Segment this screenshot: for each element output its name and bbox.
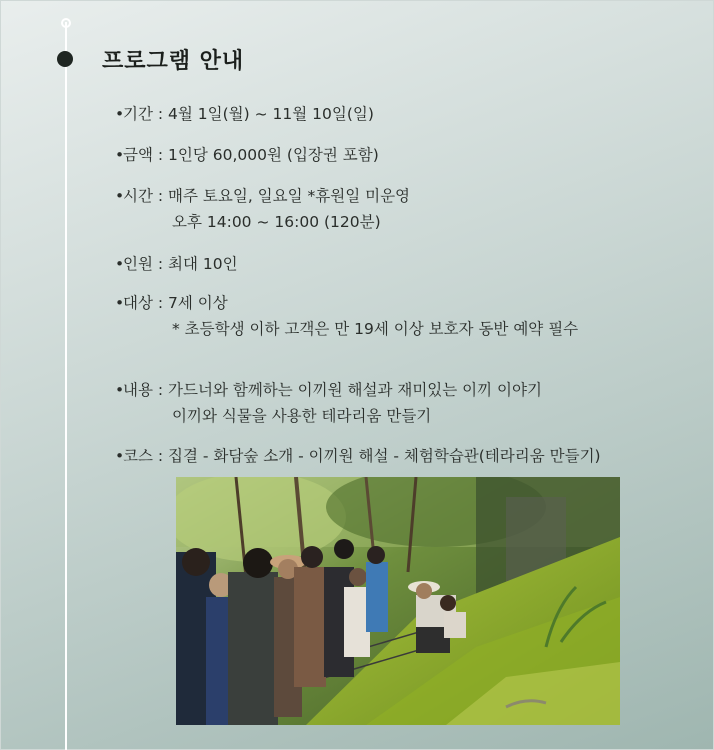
timeline-section-dot — [57, 51, 73, 67]
info-item-capacity-text: 인원 : 최대 10인 — [123, 255, 238, 273]
timeline-start-dot — [61, 18, 71, 28]
info-item-time — [115, 183, 410, 235]
info-item-target-text: 대상 : 7세 이상 — [123, 294, 228, 312]
moss-garden-tour-photo — [176, 477, 620, 725]
info-item-price — [115, 142, 379, 168]
bullet: • — [115, 187, 125, 205]
bullet: • — [115, 294, 125, 312]
section-title: 프로그램 안내 — [102, 49, 245, 74]
info-item-content-detail: 이끼와 식물을 사용한 테라리움 만들기 — [172, 407, 432, 425]
bullet: • — [115, 105, 125, 123]
timeline-line — [65, 22, 67, 750]
info-item-course — [115, 443, 601, 469]
info-item-target — [115, 290, 578, 342]
info-item-course-text: 코스 : 집결 - 화담숲 소개 - 이끼원 해설 - 체험학습관(테라리움 만들기) — [123, 447, 601, 465]
bullet: • — [115, 447, 125, 465]
info-item-time-detail: 오후 14:00 ~ 16:00 (120분) — [172, 213, 381, 231]
info-item-period — [115, 101, 374, 127]
bullet: • — [115, 381, 125, 399]
bullet: • — [115, 255, 125, 273]
info-item-time-text: 시간 : 매주 토요일, 일요일 *휴원일 미운영 — [123, 187, 411, 205]
info-item-price-text: 금액 : 1인당 60,000원 (입장권 포함) — [123, 146, 379, 164]
info-item-target-note: * 초등학생 이하 고객은 만 19세 이상 보호자 동반 예약 필수 — [172, 320, 579, 338]
info-item-period-text: 기간 : 4월 1일(월) ~ 11월 10일(일) — [123, 105, 374, 123]
info-item-content — [115, 377, 542, 429]
info-item-content-text: 내용 : 가드너와 함께하는 이끼원 해설과 재미있는 이끼 이야기 — [123, 381, 542, 399]
bullet: • — [115, 146, 125, 164]
info-item-capacity — [115, 251, 238, 277]
